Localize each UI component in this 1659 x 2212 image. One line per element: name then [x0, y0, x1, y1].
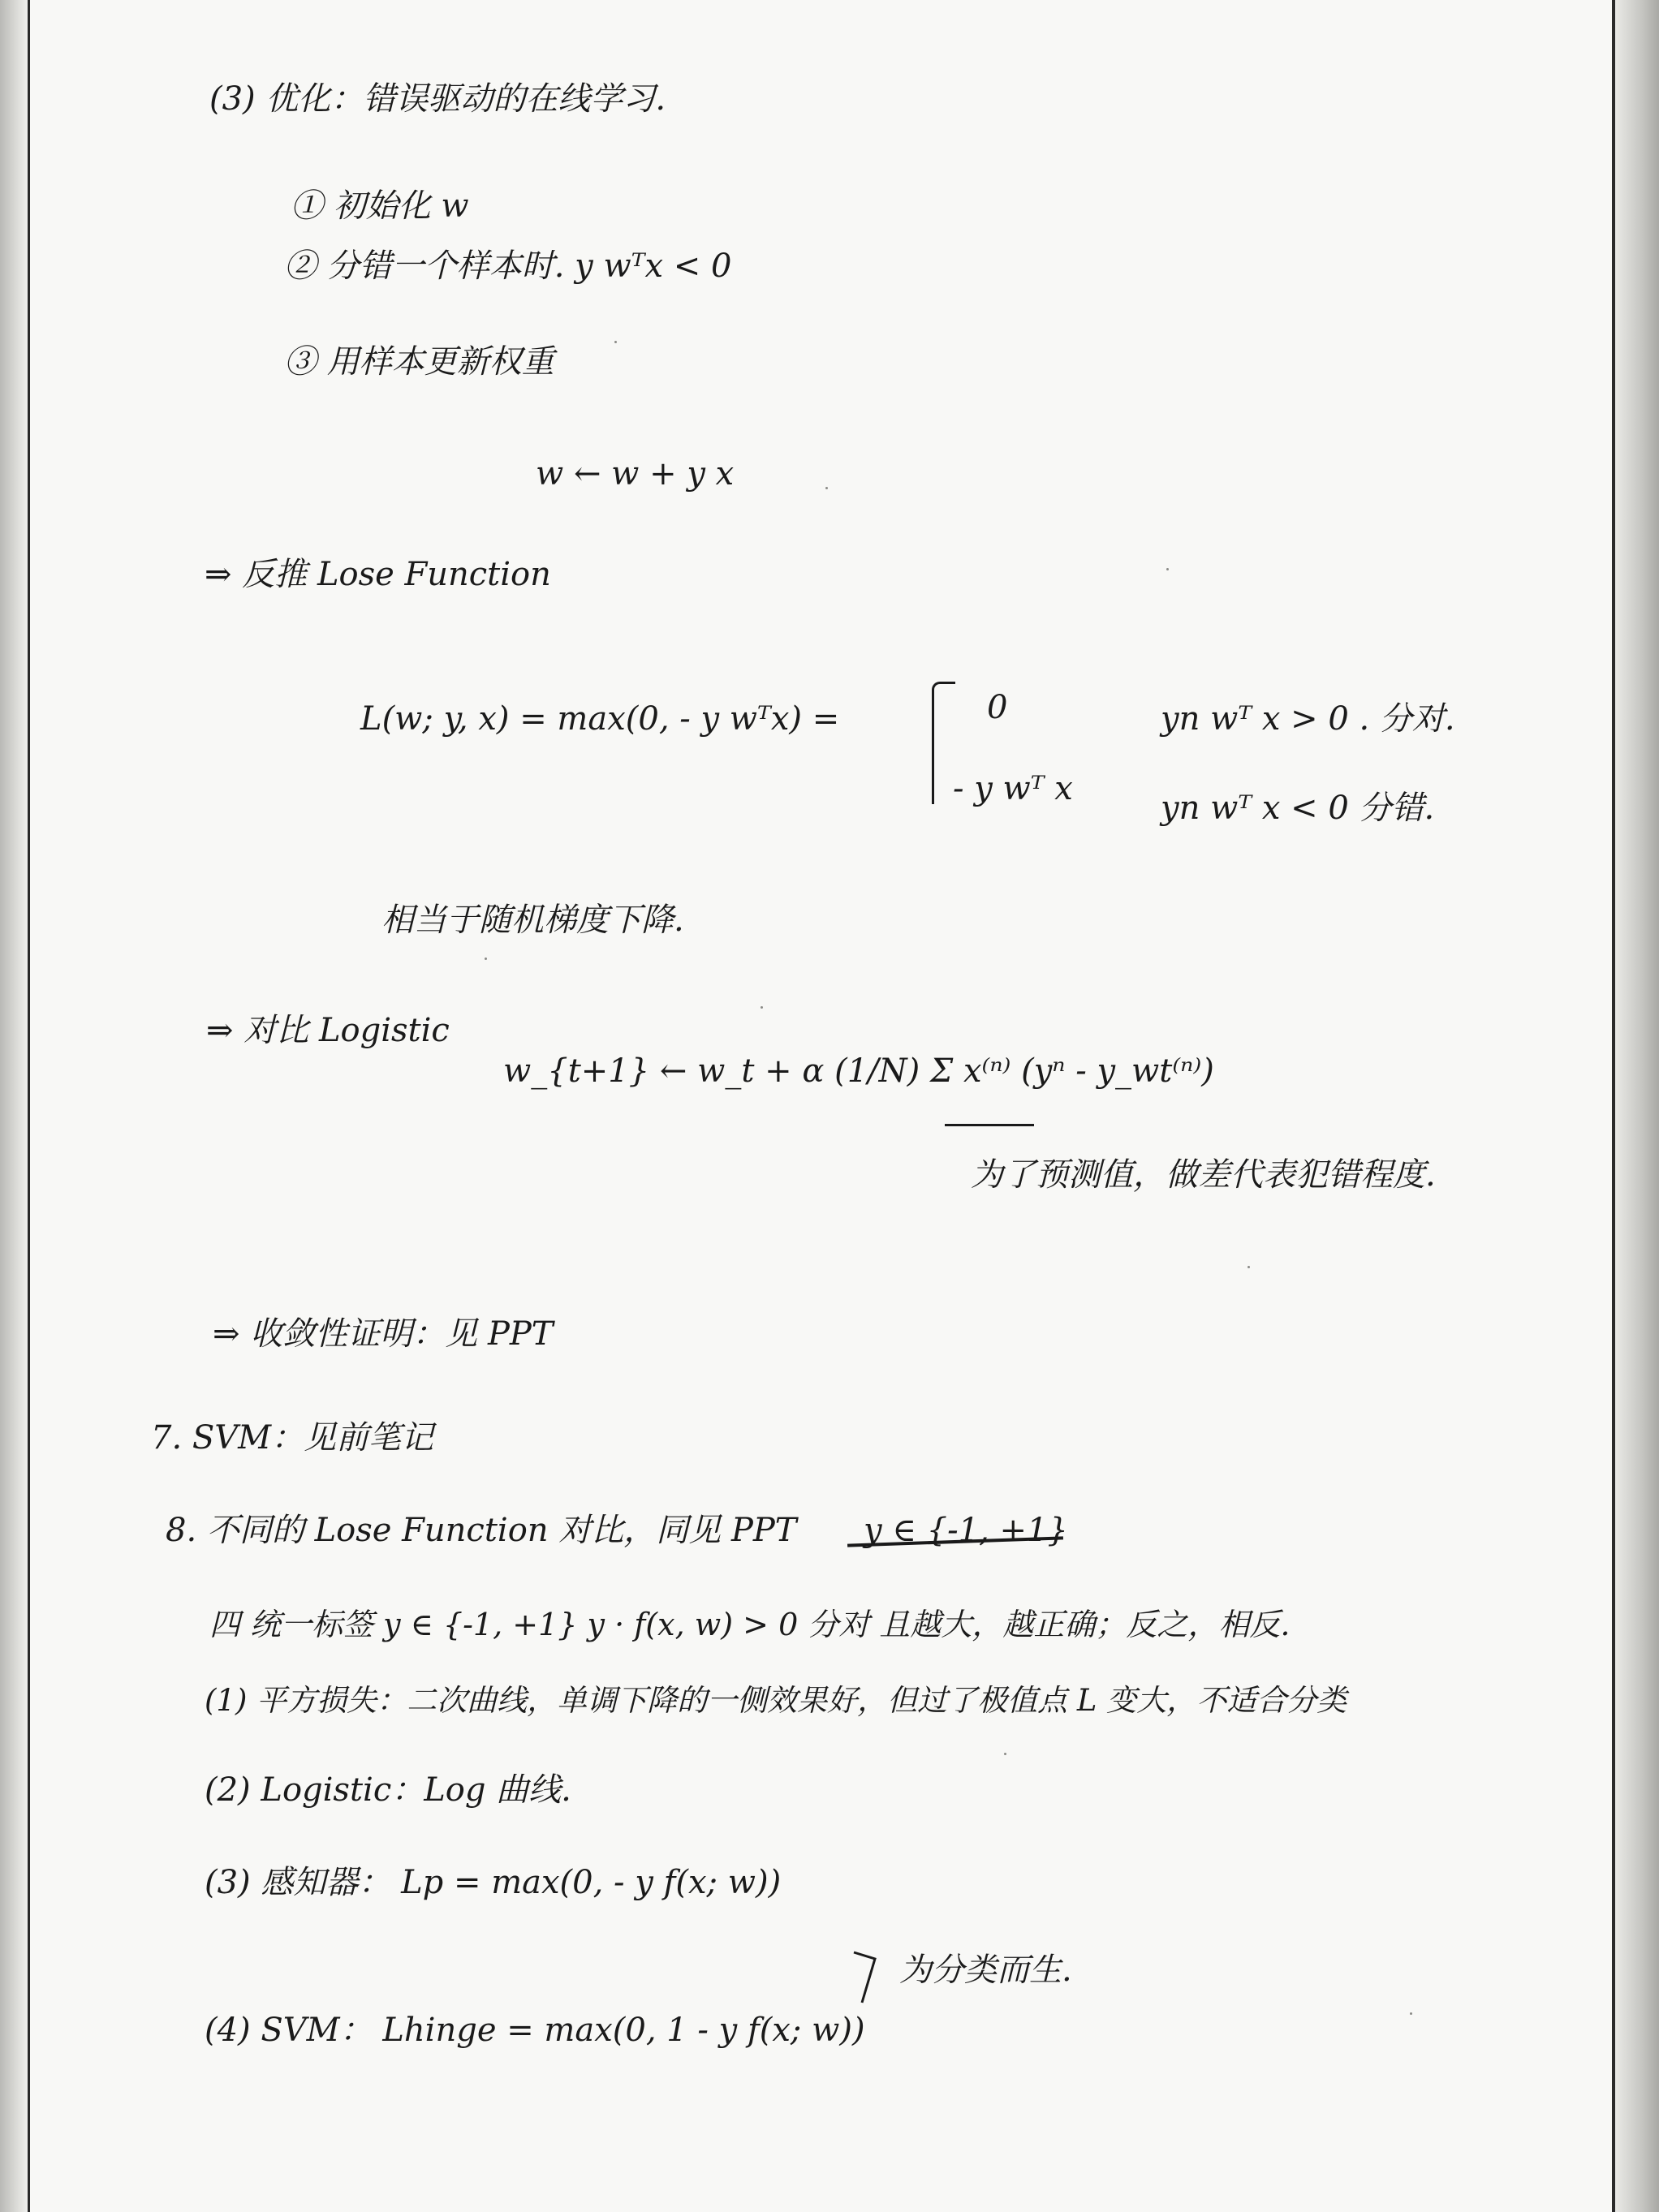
- note-line: ⇒ 对比 Logistic: [206, 1012, 450, 1049]
- note-line: (3) 优化：错误驱动的在线学习.: [209, 80, 666, 118]
- note-line: ⇒ 收敛性证明：见 PPT: [213, 1315, 554, 1353]
- scan-speck: [1410, 2012, 1412, 2015]
- scan-speck: [1247, 1266, 1250, 1268]
- scan-speck: [1166, 568, 1169, 570]
- note-line: (3) 感知器： Lp = max(0, - y f(x; w)): [205, 1864, 782, 1901]
- note-line: yn wᵀ x > 0 . 分对.: [1161, 700, 1455, 738]
- scan-left-edge: [0, 0, 28, 2212]
- formula-underline: [945, 1124, 1034, 1126]
- note-line: 为了预测值，做差代表犯错程度.: [971, 1156, 1436, 1194]
- note-line: w ← w + y x: [536, 455, 735, 493]
- note-line: - y wᵀ x: [953, 770, 1073, 807]
- scan-speck: [1004, 1753, 1006, 1755]
- scan-speck: [485, 958, 487, 960]
- note-line: yn wᵀ x < 0 分错.: [1161, 790, 1435, 827]
- note-line: 0: [987, 689, 1008, 726]
- scan-speck: [825, 487, 828, 489]
- note-line: ⇒ 反推 Lose Function: [205, 556, 551, 593]
- note-line: w_{t+1} ← w_t + α (1/N) Σ x⁽ⁿ⁾ (yⁿ - y_wt⁽ⁿ⁾): [503, 1052, 1214, 1090]
- piecewise-brace: [932, 682, 955, 804]
- scan-speck: [614, 341, 617, 343]
- note-line: 为分类而生.: [899, 1952, 1072, 1989]
- note-line: 8. 不同的 Lose Function 对比，同见 PPT: [166, 1512, 797, 1549]
- scan-right-edge: [1615, 0, 1659, 2212]
- note-line: 7. SVM：见前笔记: [151, 1419, 434, 1457]
- note-line: (1) 平方损失：二次曲线，单调下降的一侧效果好，但过了极值点 L 变大，不适合分类: [205, 1683, 1347, 1718]
- crossed-out-text: y ∈ {-1, +1}: [864, 1512, 1068, 1549]
- group-bracket: [852, 1949, 880, 2006]
- note-line: ② 分错一个样本时. y wᵀx < 0: [284, 247, 732, 285]
- note-line: ③ 用样本更新权重: [284, 343, 554, 381]
- scan-speck: [761, 1006, 763, 1009]
- note-line: L(w; y, x) = max(0, - y wᵀx) =: [360, 700, 840, 738]
- note-line: (4) SVM： Lhinge = max(0, 1 - y f(x; w)): [205, 2012, 865, 2049]
- note-line: 相当于随机梯度下降.: [381, 902, 684, 939]
- note-line: (2) Logistic：Log 曲线.: [205, 1771, 571, 1809]
- note-line: ① 初始化 w: [291, 187, 469, 225]
- note-line: 四 统一标签 y ∈ {-1, +1} y · f(x, w) > 0 分对 且越大，越正确；反之，相反.: [209, 1607, 1291, 1642]
